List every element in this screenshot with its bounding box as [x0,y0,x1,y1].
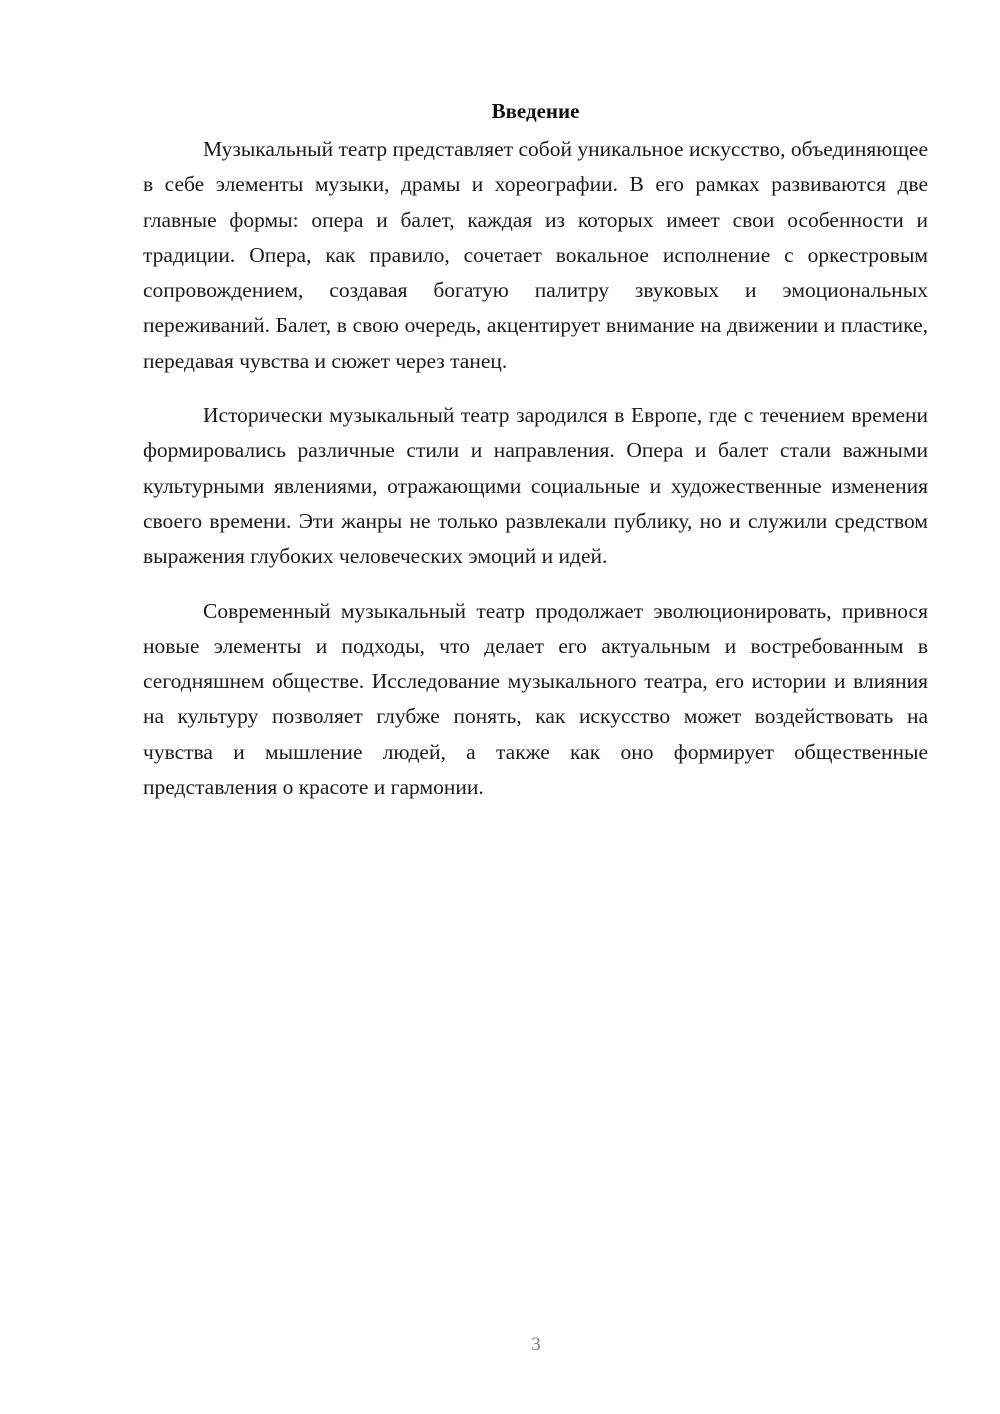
section-heading: Введение [491,99,580,123]
page-content [143,96,928,824]
paragraph-2: Исторически музыкальный театр зародился в Европе, где с течением времени формировались различные стили и направления. Опера и балет стали важными культурными явлениями, отражающими социальные и художественные изменения своего времени. Эти жанры не только развлекали публику, но и служили средством выражения глубоких человеческих эмоций и идей. [143,403,928,569]
paragraph-1: Музыкальный театр представляет собой уникальное искусство, объединяющее в себе элементы музыки, драмы и хореографии. В его рамках развиваются две главные формы: опера и балет, каждая из которых имеет свои особенности и традиции. Опера, как правило, сочетает вокальное исполнение с оркестровым сопровождением, создавая богатую палитру звуковых и эмоциональных переживаний. Балет, в свою очередь, акцентирует внимание на движении и пластике, передавая чувства и сюжет через танец. [143,137,928,373]
paragraph-3: Современный музыкальный театр продолжает эволюционировать, привнося новые элементы и подходы, что делает его актуальным и востребованным в сегодняшнем обществе. Исследование музыкального театра, его истории и влияния на культуру позволяет глубже понять, как искусство может воздействовать на чувства и мышление людей, а также как оно формирует общественные представления о красоте и гармонии. [143,598,928,800]
page-number: 3 [531,1334,541,1355]
